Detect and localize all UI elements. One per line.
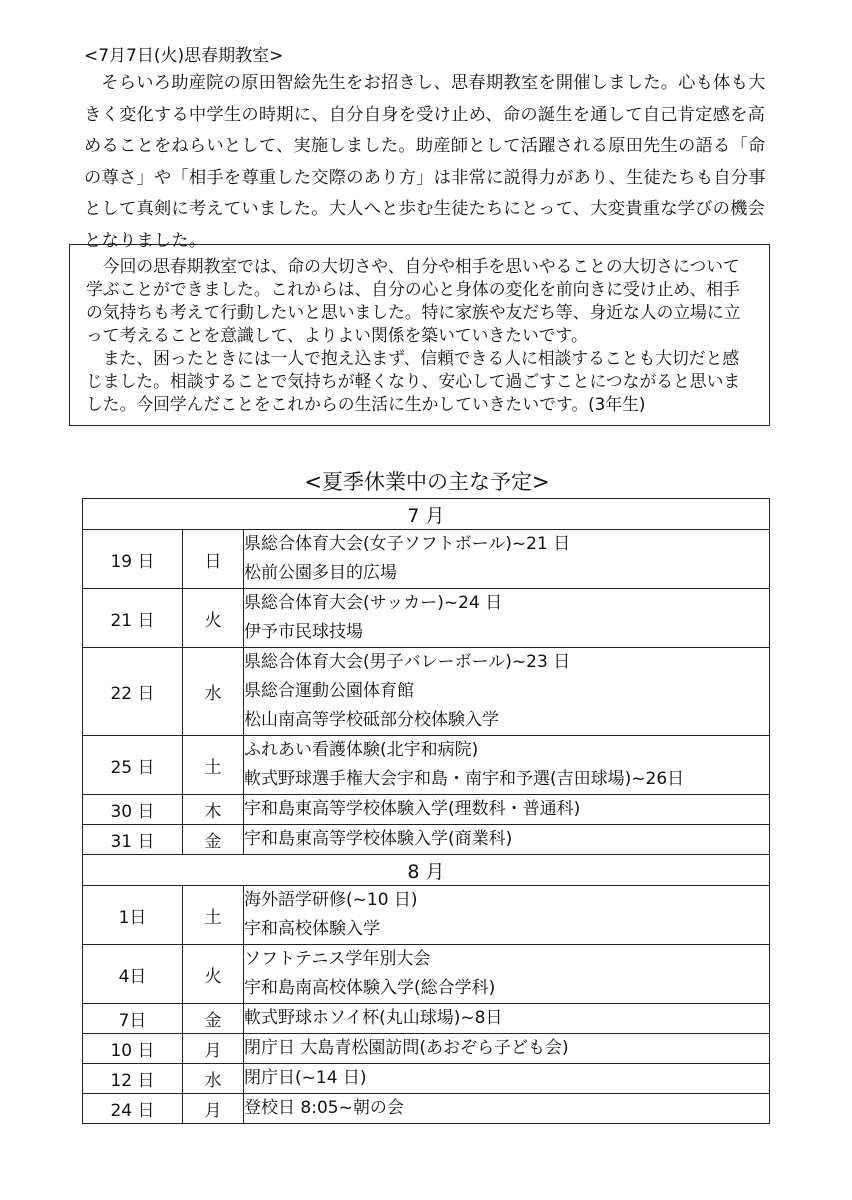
schedule-row — [83, 945, 770, 1004]
schedule-row — [83, 1004, 770, 1034]
schedule-row — [83, 1064, 770, 1094]
schedule-date: 19 日 — [83, 530, 183, 589]
schedule-date: 4日 — [83, 945, 183, 1004]
article-body — [84, 68, 776, 257]
month-row — [83, 499, 770, 530]
schedule-date: 12 日 — [83, 1064, 183, 1094]
schedule-date: 24 日 — [83, 1094, 183, 1124]
schedule-event: ソフトテニス学年別大会 — [244, 949, 431, 969]
schedule-row — [83, 825, 770, 855]
schedule-event: 県総合体育大会(男子バレーボール)~23 日 — [244, 652, 571, 672]
schedule-event: 海外語学研修(~10 日) — [244, 890, 418, 910]
schedule-row — [83, 1034, 770, 1064]
schedule-event: 閉庁日(~14 日) — [244, 1068, 367, 1088]
schedule-date: 31 日 — [83, 825, 183, 855]
schedule-weekday: 金 — [183, 825, 244, 855]
article-paragraph: そらいろ助産院の原田智絵先生をお招きし、思春期教室を開催しました。心も体も大きく変化する中学生の時期に、自分自身を受け止め、命の誕生を通して自己肯定感を高めることをねらいとして、実施しました。助産師として活躍される原田先生の語る「命の尊さ」や「相手を尊重した交際のあり方」は非常に説得力があり、生徒たちも自分事として真剣に考えていました。大人へと歩む生徒たちにとって、大変貴重な学びの機会となりました。 — [84, 73, 766, 251]
schedule-events — [244, 736, 770, 795]
schedule-weekday: 金 — [183, 1004, 244, 1034]
schedule-event: 宇和島東高等学校体験入学(商業科) — [244, 829, 513, 849]
schedule-event: 宇和島南高校体験入学(総合学科) — [244, 978, 496, 998]
schedule-event: 軟式野球選手権大会宇和島・南宇和予選(吉田球場)~26日 — [244, 769, 685, 789]
schedule-weekday: 火 — [183, 945, 244, 1004]
month-header: 8 月 — [83, 855, 770, 886]
schedule-event: 宇和高校体験入学 — [244, 919, 380, 939]
comment-paragraph-1: 今回の思春期教室では、命の大切さや、自分や相手を思いやることの大切さについて学ぶことができました。これからは、自分の心と身体の変化を前向きに受け止め、相手の気持ちも考えて行動したいと思いました。特に家族や友だち等、身近な人の立場に立って考えることを意識して、よりよい関係を築いていきたいです。 — [86, 256, 741, 345]
schedule-event: 松山南高等学校砥部分校体験入学 — [244, 710, 499, 730]
article-heading: <7月7日(火)思春期教室> — [84, 46, 284, 66]
schedule-event: 県総合体育大会(サッカー)~24 日 — [244, 593, 503, 613]
schedule-event: 閉庁日 大島青松園訪問(あおぞら子ども会) — [244, 1038, 569, 1058]
schedule-weekday: 木 — [183, 795, 244, 825]
schedule-events — [244, 945, 770, 1004]
schedule-date: 22 日 — [83, 648, 183, 736]
student-comment-box — [69, 244, 770, 426]
schedule-events — [244, 1034, 770, 1064]
schedule-date: 30 日 — [83, 795, 183, 825]
schedule-weekday: 月 — [183, 1094, 244, 1124]
schedule-events — [244, 530, 770, 589]
schedule-event: 県総合体育大会(女子ソフトボール)~21 日 — [244, 534, 571, 554]
schedule-events — [244, 1094, 770, 1124]
schedule-event: 宇和島東高等学校体験入学(理数科・普通科) — [244, 799, 581, 819]
schedule-date: 21 日 — [83, 589, 183, 648]
schedule-body — [83, 499, 770, 1124]
schedule-row — [83, 1094, 770, 1124]
schedule-event: 軟式野球ホソイ杯(丸山球場)~8日 — [244, 1008, 503, 1028]
schedule-weekday: 水 — [183, 648, 244, 736]
schedule-event: 県総合運動公園体育館 — [244, 681, 414, 701]
schedule-row — [83, 530, 770, 589]
schedule-row — [83, 648, 770, 736]
schedule-event: 登校日 8:05~朝の会 — [244, 1098, 404, 1118]
schedule-weekday: 日 — [183, 530, 244, 589]
schedule-table — [82, 498, 770, 1124]
schedule-events — [244, 589, 770, 648]
schedule-weekday: 火 — [183, 589, 244, 648]
schedule-events — [244, 886, 770, 945]
month-header: 7 月 — [83, 499, 770, 530]
schedule-events — [244, 825, 770, 855]
schedule-date: 7日 — [83, 1004, 183, 1034]
schedule-date: 1日 — [83, 886, 183, 945]
schedule-title: <夏季休業中の主な予定> — [304, 470, 550, 494]
schedule-events — [244, 1004, 770, 1034]
schedule-date: 25 日 — [83, 736, 183, 795]
comment-paragraph-2: また、困ったときには一人で抱え込まず、信頼できる人に相談することも大切だと感じました。相談することで気持ちが軽くなり、安心して過ごすことにつながると思いました。今回学んだことをこれからの生活に生かしていきたいです。(3年生) — [86, 348, 741, 414]
schedule-events — [244, 648, 770, 736]
schedule-events — [244, 1064, 770, 1094]
schedule-event: 伊予市民球技場 — [244, 622, 363, 642]
schedule-weekday: 土 — [183, 736, 244, 795]
month-row — [83, 855, 770, 886]
schedule-weekday: 水 — [183, 1064, 244, 1094]
schedule-event: ふれあい看護体験(北宇和病院) — [244, 740, 479, 760]
schedule-event: 松前公園多目的広場 — [244, 563, 397, 583]
schedule-row — [83, 736, 770, 795]
schedule-events — [244, 795, 770, 825]
schedule-row — [83, 795, 770, 825]
schedule-weekday: 月 — [183, 1034, 244, 1064]
schedule-date: 10 日 — [83, 1034, 183, 1064]
schedule-weekday: 土 — [183, 886, 244, 945]
schedule-row — [83, 886, 770, 945]
schedule-row — [83, 589, 770, 648]
